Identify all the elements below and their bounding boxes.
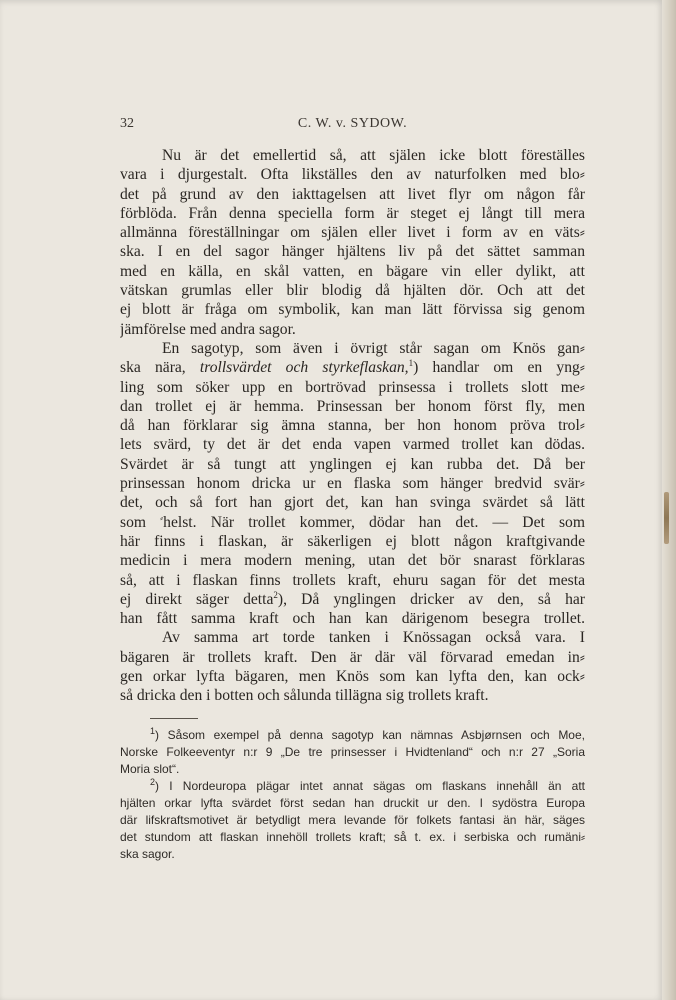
text-line: vätskan grumlas eller blir blodig då hjälten dör. Och att det (120, 282, 585, 300)
text-line (120, 513, 585, 532)
footnote-line: ska sagor. (120, 847, 175, 861)
text-line: det på grund av den iakttagelsen att livet flyr om någon får (120, 185, 585, 203)
text-line: med en källa, en skål vatten, en bägare vin eller dylikt, att (120, 262, 585, 280)
text-line: allmänna föreställningar om själen eller livet i form av en väts⸗ (120, 224, 585, 242)
footnote-text: ) I Nordeuropa plägar intet annat sägas om flaskans innehåll än att (155, 779, 585, 793)
text-fragment: ) handlar om en yng⸗ (413, 359, 585, 377)
text-fragment: ), Då ynglingen dricker av den, så har (277, 590, 585, 608)
text-line: medicin i mera modern mening, utan det bör snarast förklaras (120, 552, 585, 570)
binding-mark (664, 492, 669, 544)
text-line: ska. I en del sagor hänger hjältens liv på det sättet samman (120, 243, 585, 261)
footnote-line: Moria slot“. (120, 762, 180, 776)
text-fragment: som (120, 513, 161, 531)
footnote-line: Norske Folkeeventyr n:r 9 „De tre prinsesser i Hvidtenland“ och n:r 27 „Soria (120, 745, 585, 759)
text-line: lets svärd, ty det är det enda vapen varmed trollet kan dödas. (120, 436, 585, 454)
text-fragment: helst. När trollet kommer, dödar han det. — Det som (163, 513, 585, 531)
running-header (120, 116, 585, 136)
page-number: 32 (120, 116, 134, 131)
text-fragment: ej direkt säger detta (120, 590, 274, 608)
text-line: vara i djurgestalt. Ofta likställes den av naturfolken med blo⸗ (120, 166, 585, 184)
text-line (120, 358, 585, 377)
footnote-line (120, 778, 585, 795)
text-line: jämförelse med andra sagor. (120, 320, 296, 338)
text-line: det, och så fort han gjort det, kan han svinga svärdet så lätt (120, 494, 585, 512)
footnote-rule (150, 718, 198, 719)
text-line: bägaren är trollets kraft. Den är där väl förvarad emedan in⸗ (120, 648, 585, 666)
footnote-marker: 2 (150, 778, 156, 787)
footnote-line (120, 727, 585, 744)
text-line: Av samma art torde tanken i Knössagan också vara. I (162, 629, 585, 647)
text-line: ej blott är fråga om symbolik, kan man lätt förvissa sig genom (120, 301, 585, 319)
footnote-marker: 1 (150, 727, 156, 736)
text-fragment: ska nära, (120, 359, 200, 377)
text-line: han fått samma kraft och han kan därigenom besegra trollet. (120, 610, 585, 628)
text-line: Svärdet är så tungt att ynglingen ej kan rubba det. Då ber (120, 455, 585, 473)
text-line: förblöda. Från denna speciella form är steget ej långt till mera (120, 204, 585, 222)
running-title: C. W. v. SYDOW. (297, 116, 408, 131)
text-line: så, att i flaskan finns trollets kraft, ehuru sagan för det mesta (120, 571, 585, 589)
text-line: dan trollet ej är hemma. Prinsessan ber honom först fly, men (120, 397, 585, 415)
footnote-line: det stundom att flaskan innehöll trollets kraft; så t. ex. i serbiska och rumäni⸗ (120, 830, 585, 844)
text-line: ling som söker upp en bortrövad prinsessa i trollets slott me⸗ (120, 378, 585, 396)
text-line (120, 590, 585, 609)
text-line: så dricka den i botten och sålunda tillägna sig trollets kraft. (120, 687, 489, 705)
italic-title: trollsvärdet och styrkeflaskan, (199, 359, 409, 377)
text-line: Nu är det emellertid så, att själen icke blott föreställes (162, 147, 585, 164)
footnote-ref: 2 (273, 589, 278, 600)
footnotes (120, 727, 585, 863)
text-line: prinsessan honom dricka ur en flaska som hänger bredvid svär⸗ (120, 475, 585, 493)
text-line: då han förklarar sig ämna stanna, ber hon honom pröva trol⸗ (120, 417, 585, 435)
text-line: gen orkar lyfta bägaren, men Knös som kan lyfta den, kan ock⸗ (120, 668, 585, 686)
footnote-text: ) Såsom exempel på denna sagotyp kan nämnas Asbjørnsen och Moe, (155, 728, 585, 742)
stray-glyph: ⸗ (160, 512, 164, 523)
footnote-line: hjälten orkar lyfta svärdet först sedan han druckit ur den. I sydöstra Europa (120, 796, 585, 810)
body-text (120, 146, 585, 706)
text-line: här finns i flaskan, är säkerligen ej blott någon kraftgivande (120, 532, 585, 550)
text-line: En sagotyp, som även i övrigt står sagan om Knös gan⸗ (162, 339, 585, 357)
footnote-ref: 1 (408, 358, 414, 369)
footnote-line: där lifskraftsmotivet är betydligt mera levande för folkets fantasi än här, säges (120, 813, 585, 827)
